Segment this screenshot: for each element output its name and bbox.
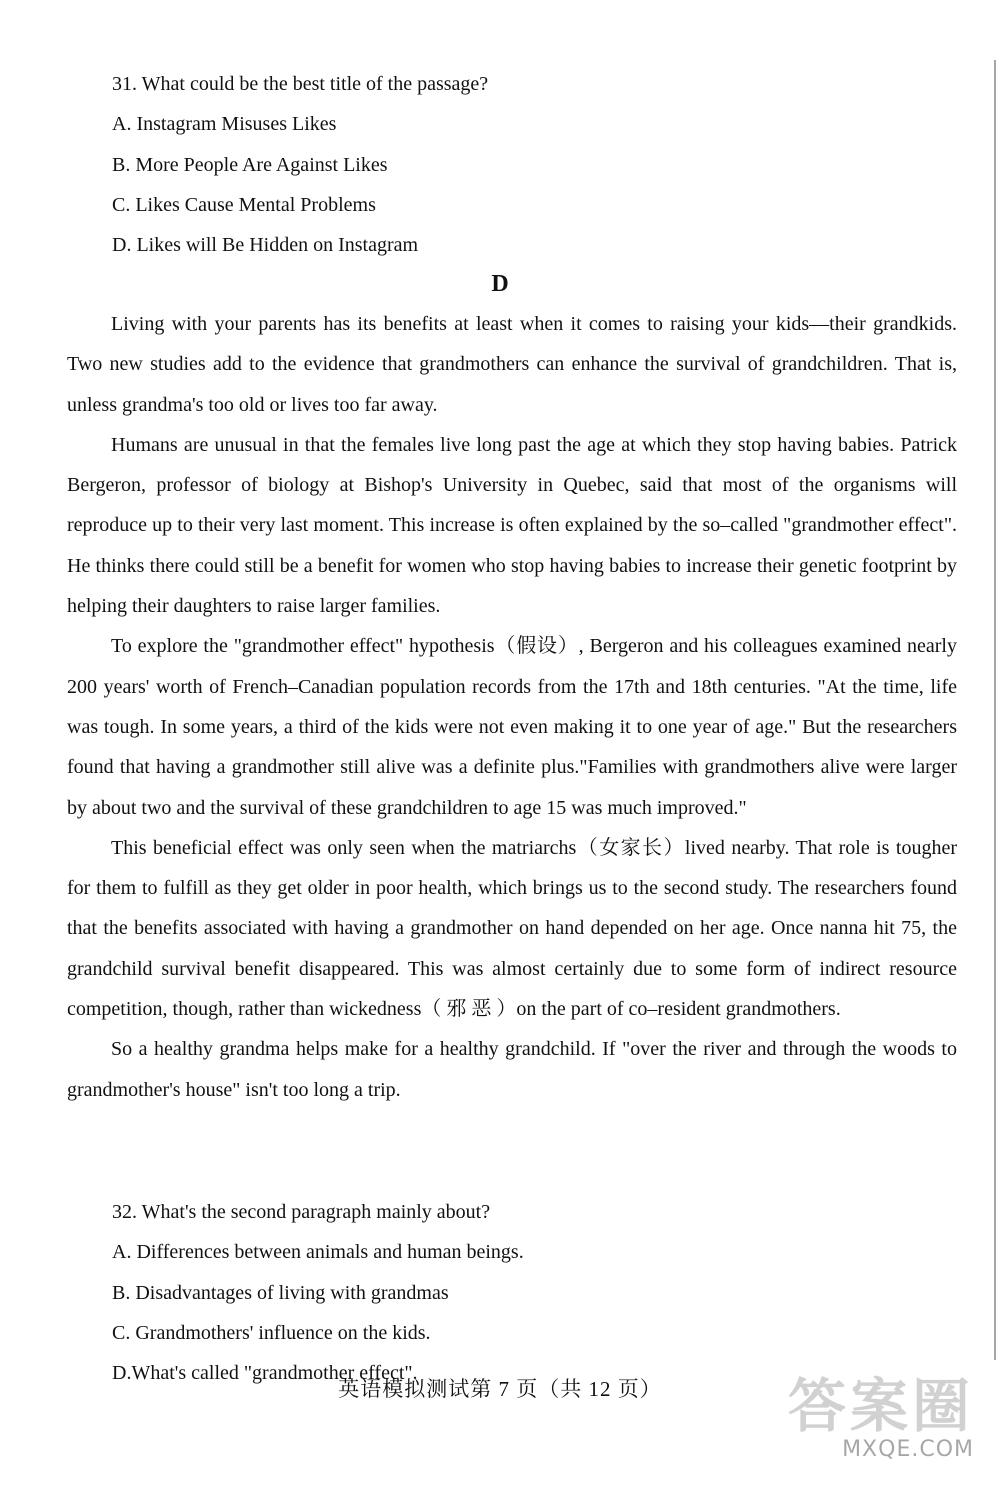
question-32-stem: 32. What's the second paragraph mainly about? bbox=[112, 1201, 491, 1223]
question-31-option-b: B. More People Are Against Likes bbox=[112, 153, 388, 176]
passage-paragraph-3: To explore the "grandmother effect" hypothesis（假设）, Bergeron and his colleagues examined nearly 200 years' worth of French–Canadian population records from the 17th and 18th centuries. "At the time, life was tough. In some years, a third of the kids were not even making it to one year of age." But the researchers found that having a grandmother still alive was a definite plus."Families with grandmothers alive were larger by about two and the survival of these grandchildren to age 15 was much improved." bbox=[67, 635, 957, 819]
question-32-option-c: C. Grandmothers' influence on the kids. bbox=[112, 1321, 431, 1344]
question-31-option-a: A. Instagram Misuses Likes bbox=[112, 113, 337, 136]
page-edge-line bbox=[994, 60, 996, 1360]
question-32-option-a: A. Differences between animals and human beings. bbox=[112, 1241, 524, 1264]
question-32 bbox=[112, 1192, 972, 1393]
passage-paragraph-5: So a healthy grandma helps make for a healthy grandchild. If "over the river and through the woods to grandmother's house" isn't too long a trip. bbox=[67, 1038, 957, 1101]
section-label: D bbox=[491, 271, 509, 297]
watermark-logo-text: 答案圈 bbox=[787, 1372, 974, 1440]
question-32-option-d: D.What's called "grandmother effect". bbox=[112, 1362, 418, 1385]
passage-d bbox=[67, 304, 957, 1110]
question-31-option-d: D. Likes will Be Hidden on Instagram bbox=[112, 234, 419, 257]
question-31-stem: 31. What could be the best title of the passage? bbox=[112, 73, 489, 95]
passage-paragraph-1: Living with your parents has its benefits at least when it comes to raising your kids—their grandkids. Two new studies add to the evidence that grandmothers can enhance the survival of grandchildren. That is, unless grandma's too old or lives too far away. bbox=[67, 313, 957, 416]
question-32-option-b: B. Disadvantages of living with grandmas bbox=[112, 1281, 449, 1304]
watermark-logo bbox=[724, 1372, 974, 1475]
passage-paragraph-2: Humans are unusual in that the females live long past the age at which they stop having babies. Patrick Bergeron, professor of biology at Bishop's University in Quebec, said that most of the organisms will reproduce up to their very last moment. This increase is often explained by the so–called "grandmother effect". He thinks there could still be a benefit for women who stop having babies to increase their genetic footprint by helping their daughters to raise larger families. bbox=[67, 433, 957, 618]
page-footer: 英语模拟测试第 7 页（共 12 页） bbox=[338, 1377, 662, 1401]
question-31-option-c: C. Likes Cause Mental Problems bbox=[112, 193, 376, 216]
passage-paragraph-4: This beneficial effect was only seen when the matriarchs（女家长）lived nearby. That role is tougher for them to fulfill as they get older in poor health, which brings us to the second study. The researchers found that the benefits associated with having a grandmother on hand depended on her age. Once nanna hit 75, the grandchild survival benefit disappeared. This was almost certainly due to some form of indirect resource competition, though, rather than wickedness（ 邪 恶 ）on the part of co–resident grandmothers. bbox=[67, 836, 957, 1021]
watermark-logo-url: MXQE.COM bbox=[842, 1437, 974, 1462]
question-31 bbox=[112, 64, 972, 265]
